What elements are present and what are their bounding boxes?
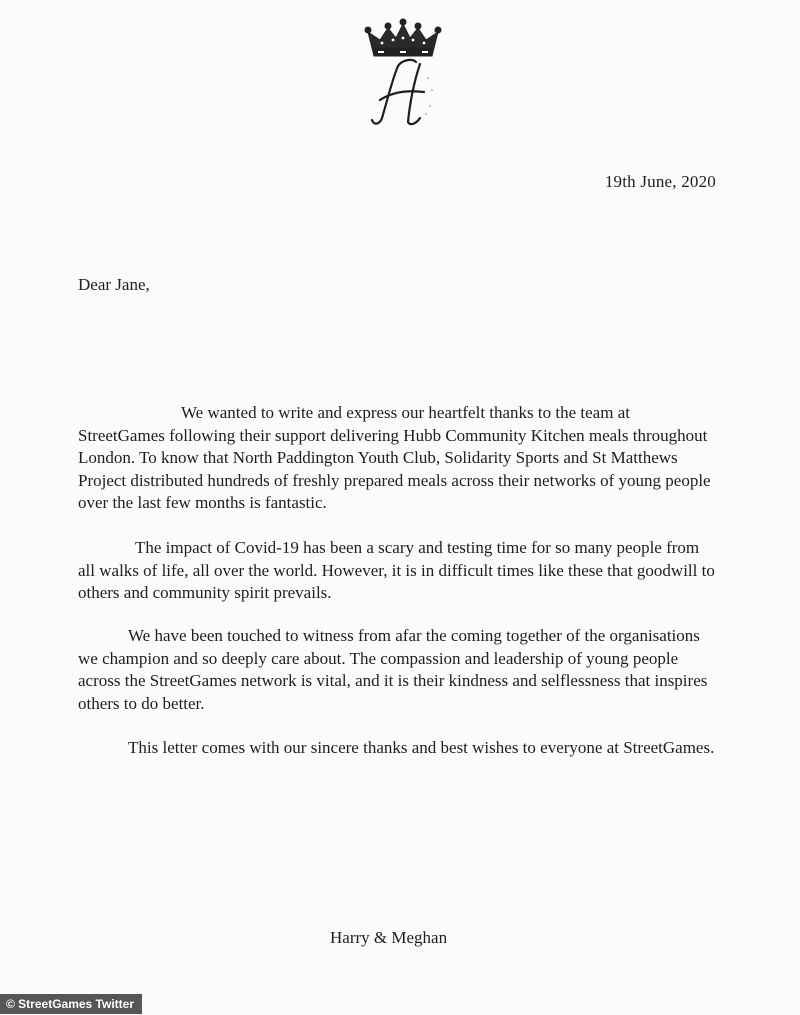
salutation: Dear Jane, <box>78 275 150 294</box>
paragraph-2: The impact of Covid-19 has been a scary and testing time for so many people from all walks of life, all over the world. However, it is in difficult times like these that goodwill to others and community spirit prevails. <box>78 538 715 602</box>
paragraph-3: We have been touched to witness from afar the coming together of the organisations we champion and so deeply care about. The compassion and leadership of young people across the StreetGames network is vital, and it is their kindness and selflessness that inspires others to do better. <box>78 626 708 713</box>
photo-credit: © StreetGames Twitter <box>0 994 142 1014</box>
signature: Harry & Meghan <box>330 928 448 947</box>
crown-monogram-icon <box>358 5 448 133</box>
paragraph-4: This letter comes with our sincere thanks and best wishes to everyone at StreetGames. <box>128 738 715 757</box>
letter-date: 19th June, 2020 <box>604 172 716 191</box>
monogram-letter: H <box>358 5 370 22</box>
paragraph-1: We wanted to write and express our heartfelt thanks to the team at StreetGames following their support delivering Hubb Community Kitchen meals throughout London. To know that North Paddington Youth Club, Solidarity Sports and St Matthews Project distributed hundreds of freshly prepared meals across their networks of young people over the last few months is fantastic. <box>78 403 711 512</box>
